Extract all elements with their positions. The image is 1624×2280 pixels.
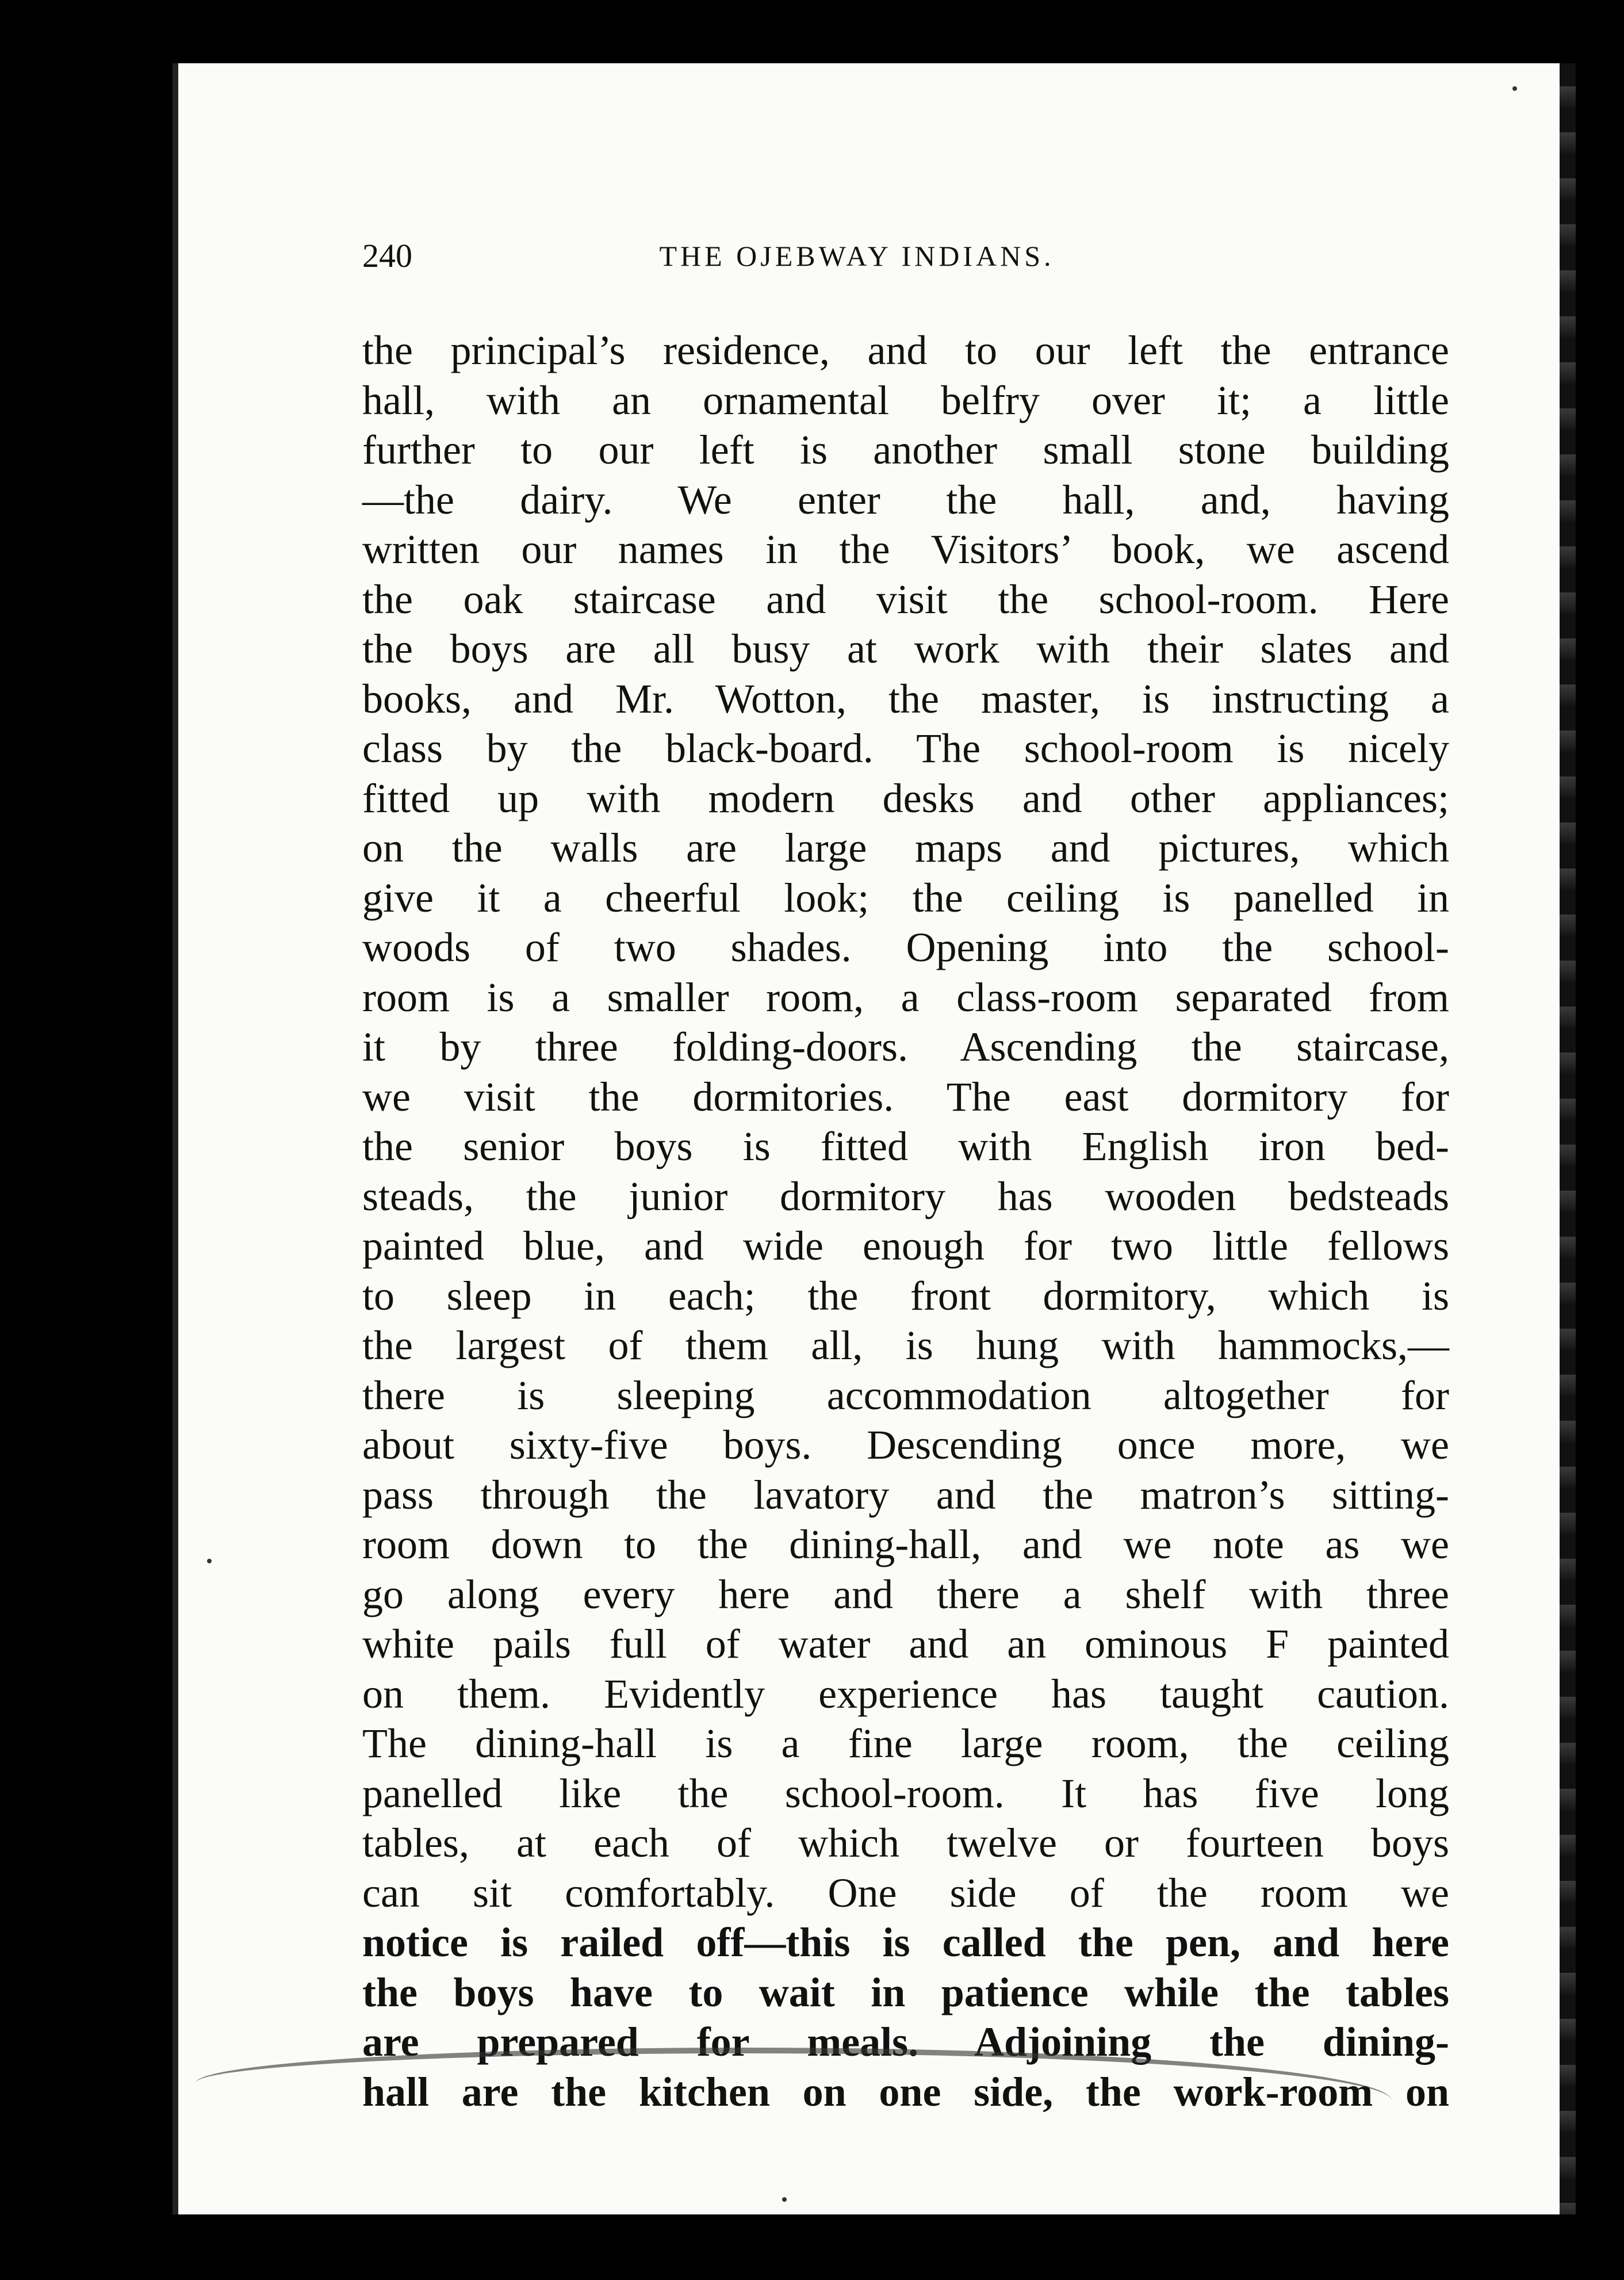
text-line: white pails full of water and an ominous F painted <box>362 1621 1449 1667</box>
text-line: go along every here and there a shelf with three <box>362 1571 1449 1617</box>
page-bottom-smudge <box>196 2048 1392 2191</box>
text-line: woods of two shades. Opening into the school- <box>362 924 1449 970</box>
text-line: fitted up with modern desks and other appliances; <box>362 775 1449 821</box>
text-line: written our names in the Visitors’ book, we ascend <box>362 526 1449 572</box>
text-line: on them. Evidently experience has taught caution. <box>362 1670 1449 1717</box>
book-page <box>173 63 1576 2214</box>
text-line: about sixty-five boys. Descending once more, we <box>362 1422 1449 1468</box>
text-line: panelled like the school-room. It has five long <box>362 1770 1449 1816</box>
text-line: we visit the dormitories. The east dormitory for <box>362 1073 1449 1120</box>
text-line: further to our left is another small stone building <box>362 427 1449 473</box>
text-line: to sleep in each; the front dormitory, which is <box>362 1272 1449 1319</box>
text-line: class by the black-board. The school-room is nicely <box>362 725 1449 771</box>
text-line: painted blue, and wide enough for two little fellows <box>362 1223 1449 1269</box>
text-line: the largest of them all, is hung with hammocks,— <box>362 1322 1449 1368</box>
text-line: the principal’s residence, and to our left the entrance <box>362 327 1449 373</box>
text-line: are prepared for meals. Adjoining the dining- <box>362 2019 1449 2065</box>
text-line: it by three folding-doors. Ascending the staircase, <box>362 1024 1449 1070</box>
text-line: give it a cheerful look; the ceiling is panelled in <box>362 874 1449 921</box>
text-line: books, and Mr. Wotton, the master, is instructing a <box>362 675 1449 722</box>
ink-speck <box>782 2197 787 2202</box>
text-line: steads, the junior dormitory has wooden bedsteads <box>362 1173 1449 1219</box>
text-line: there is sleeping accommodation altogether for <box>362 1372 1449 1418</box>
text-line: on the walls are large maps and pictures, which <box>362 825 1449 871</box>
text-line: hall, with an ornamental belfry over it; a little <box>362 377 1449 423</box>
text-line: the boys are all busy at work with their slates and <box>362 626 1449 672</box>
body-text <box>362 326 1449 2117</box>
text-line: room down to the dining-hall, and we note as we <box>362 1521 1449 1567</box>
text-line: —the dairy. We enter the hall, and, having <box>362 476 1449 523</box>
running-header <box>362 230 1351 282</box>
text-line: the boys have to wait in patience while the tables <box>362 1969 1449 2015</box>
text-line: can sit comfortably. One side of the room we <box>362 1869 1449 1916</box>
text-line: tables, at each of which twelve or fourteen boys <box>362 1820 1449 1866</box>
running-title: THE OJEBWAY INDIANS. <box>659 240 1055 272</box>
text-line: the oak staircase and visit the school-room. Here <box>362 576 1449 622</box>
text-line: The dining-hall is a fine large room, the ceiling <box>362 1720 1449 1766</box>
ink-speck <box>1512 86 1517 91</box>
page-left-edge <box>173 63 178 2214</box>
text-line: pass through the lavatory and the matron’s sitting- <box>362 1471 1449 1518</box>
ink-speck <box>207 1559 212 1563</box>
text-line: room is a smaller room, a class-room separated from <box>362 974 1449 1020</box>
text-line: the senior boys is fitted with English iron bed- <box>362 1123 1449 1169</box>
text-line: hall are the kitchen on one side, the work-room on <box>362 2068 1449 2115</box>
text-line: notice is railed off—this is called the pen, and here <box>362 1919 1449 1965</box>
page-right-edge <box>1560 63 1576 2214</box>
page-number: 240 <box>362 237 412 274</box>
